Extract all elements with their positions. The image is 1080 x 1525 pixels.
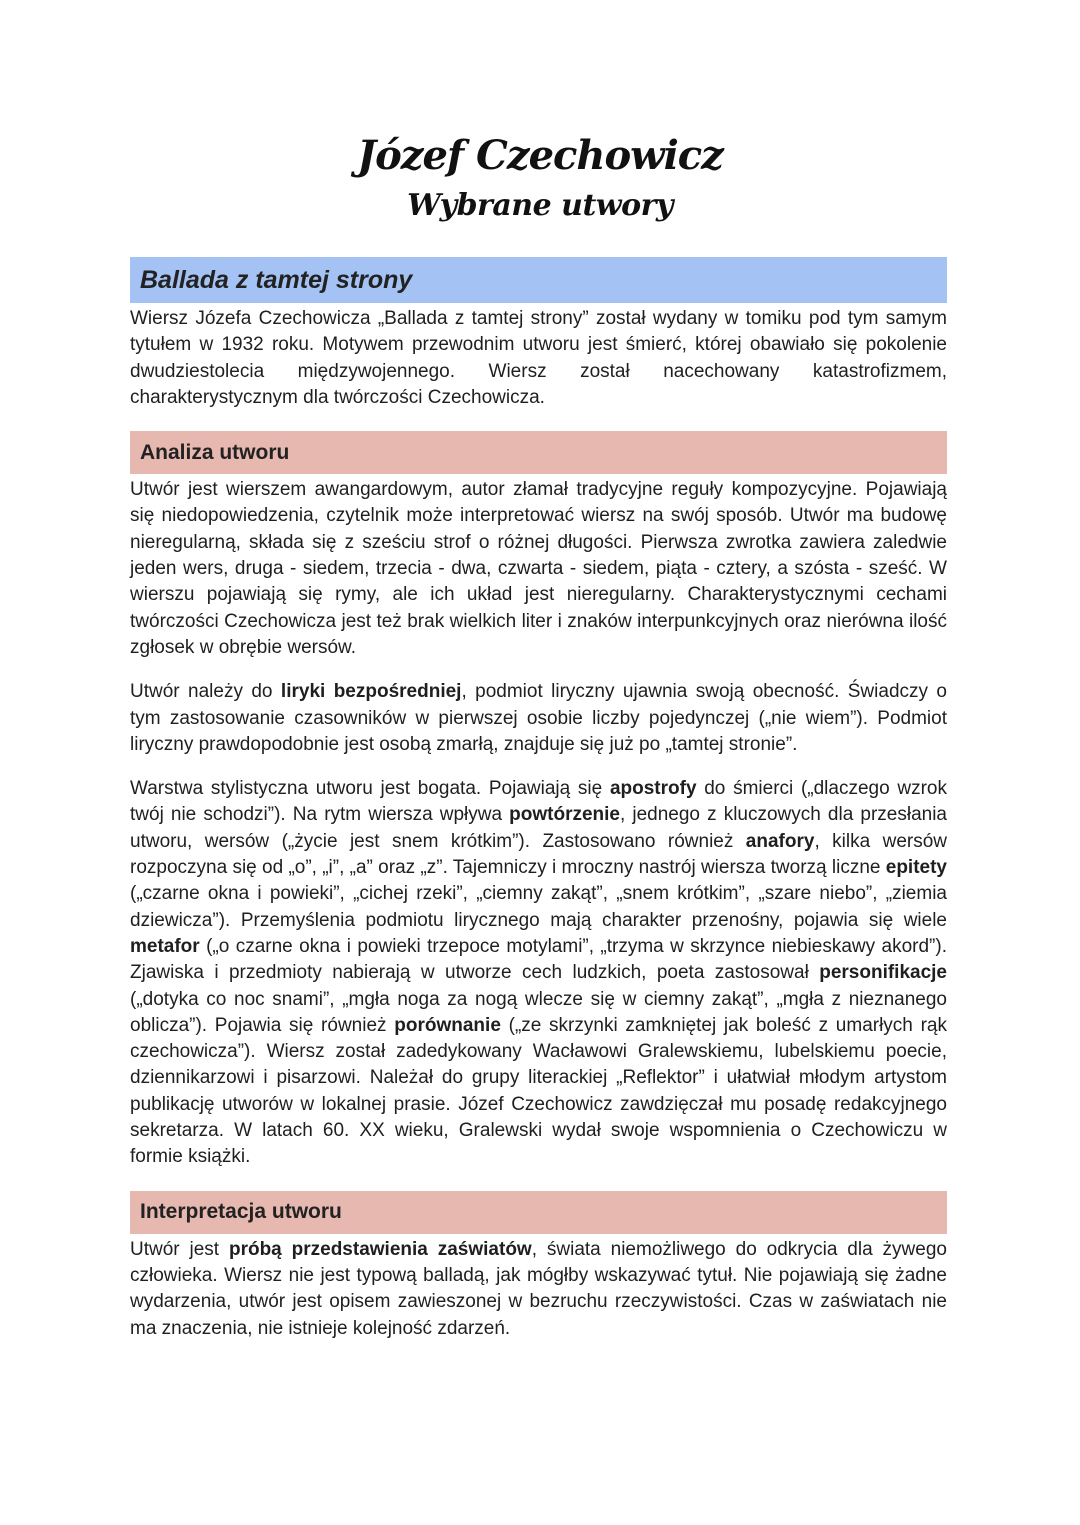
text-run: , świata niemożliwego do odkrycia dla żywego człowieka. Wiersz nie jest typową balladą, jak mógłby wskazywać tytuł. Nie pojawiają się żadne wydarzenia, utwór jest opisem zawieszonej w bezruchu rzeczywistości. Czas w zaświatach nie ma znaczenia, nie istnieje kolejność zdarzeń. [130,1238,947,1339]
text-run: Utwór jest wierszem awangardowym, autor złamał tradycyjne reguły kompozycyjne. Pojawiają się niedopowiedzenia, czytelnik może interpretować wiersz na swój sposób. Utwór ma budowę nieregularną, składa się z sześciu strof o różnej długości. Pierwsza zwrotka zawiera zaledwie jeden wers, druga - siedem, trzecia - dwa, czwarta - siedem, piąta - cztery, a szósta - sześć. W wierszu pojawiają się rymy, ale ich układ jest nieregularny. Charakterystycznymi cechami twórczości Czechowicza jest też brak wielkich liter i znaków interpunkcyjnych oraz nierówna ilość zgłosek w obrębie wersów. [130,479,947,658]
text-run: („o czarne okna i powieki trzepoce motylami”, „trzyma w skrzynce niebieskawy akord”). Zjawiska i przedmioty nabierają w utworze cech ludzkich, poeta zastosował [130,935,947,984]
section-heading: Analiza utworu [140,440,290,464]
emphasized-term: personifikacje [819,962,947,984]
paragraph [130,679,947,758]
text-run: („dotyka co noc snami”, „mgła noga za nogą wlecze się w ciemny zakąt”, „mgła z nieznanego oblicza”). Pojawia się również [130,988,947,1036]
section-interpretacja [130,1191,947,1342]
document-content [130,257,947,1342]
emphasized-term: liryki bezpośredniej [280,681,462,703]
text-run: Wiersz Józefa Czechowicza „Ballada z tamtej strony” został wydany w tomiku pod tym samym tytułem w 1932 roku. Motywem przewodnim utworu jest śmierć, której obawiało się pokolenie dwudziestolecia międzywojennego. Wiersz został nacechowany katastrofizmem, charakterystycznym dla twórczości Czechowicza. [130,308,947,408]
text-run: Utwór jest [130,1238,229,1260]
text-run: Warstwa stylistyczna utworu jest bogata. Pojawiają się [130,778,610,800]
emphasized-term: epitety [885,857,947,879]
section-analiza [130,431,947,1170]
emphasized-term: powtórzenie [509,804,620,826]
section-heading-bar [130,1191,947,1234]
text-run: („ze skrzynki zamkniętej jak boleść z umarłych rąk czechowicza”). Wiersz został zadedykowany Wacławowi Gralewskiemu, lubelskiemu poecie, dziennikarzowi i pisarzowi. Należał do grupy literackiej „Reflektor” i ułatwiał młodym artystom publikację utworów w lokalnej prasie. Józef Czechowicz zawdzięczał mu posadę redakcyjnego sekretarza. W latach 60. XX wieku, Gralewski wydał swoje wspomnienia o Czechowiczu w formie książki. [130,1014,947,1168]
page-subtitle: Wybrane utwory [407,188,673,223]
text-run: („czarne okna i powieki”, „cichej rzeki”, „ciemny zakąt”, „snem krótkim”, „szare niebo”, „ziemia dziewicza”). Przemyślenia podmiotu lirycznego mają charakter przenośny, pojawia się wiele [130,883,947,931]
paragraph [130,477,947,661]
text-run: Utwór należy do [130,681,281,703]
emphasized-term: metafor [130,935,200,957]
paragraph [130,1237,947,1342]
section-heading: Interpretacja utworu [140,1200,342,1224]
text-run: , podmiot liryczny ujawnia swoją obecność. Świadczy o tym zastosowanie czasowników w pierwszej osobie liczby pojedynczej („nie wiem”). Podmiot liryczny prawdopodobnie jest osobą zmarłą, znajduje się już po „tamtej stronie”. [130,681,947,755]
text-run: , jednego z kluczowych dla przesłania utworu, wersów („życie jest snem krótkim”). Zastosowano również [130,804,947,852]
paragraph [130,776,947,1170]
emphasized-term: apostrofy [609,778,697,800]
section-heading-bar [130,257,947,303]
text-run: , kilka wersów rozpoczyna się od „o”, „i”, „a” oraz „z”. Tajemniczy i mroczny nastrój wiersza tworzą liczne [130,830,947,879]
emphasized-term: porównanie [394,1014,501,1036]
section-ballada [130,257,947,411]
page-title: Józef Czechowicz [357,132,723,179]
emphasized-term: anafory [745,830,815,852]
section-heading-bar [130,431,947,474]
emphasized-term: próbą przedstawienia zaświatów [228,1238,532,1260]
section-heading: Ballada z tamtej strony [140,265,413,294]
paragraph [130,306,947,411]
text-run: do śmierci („dlaczego wzrok twój nie schodzi”). Na rytm wiersza wpływa [130,778,947,826]
title-block [0,128,1080,228]
